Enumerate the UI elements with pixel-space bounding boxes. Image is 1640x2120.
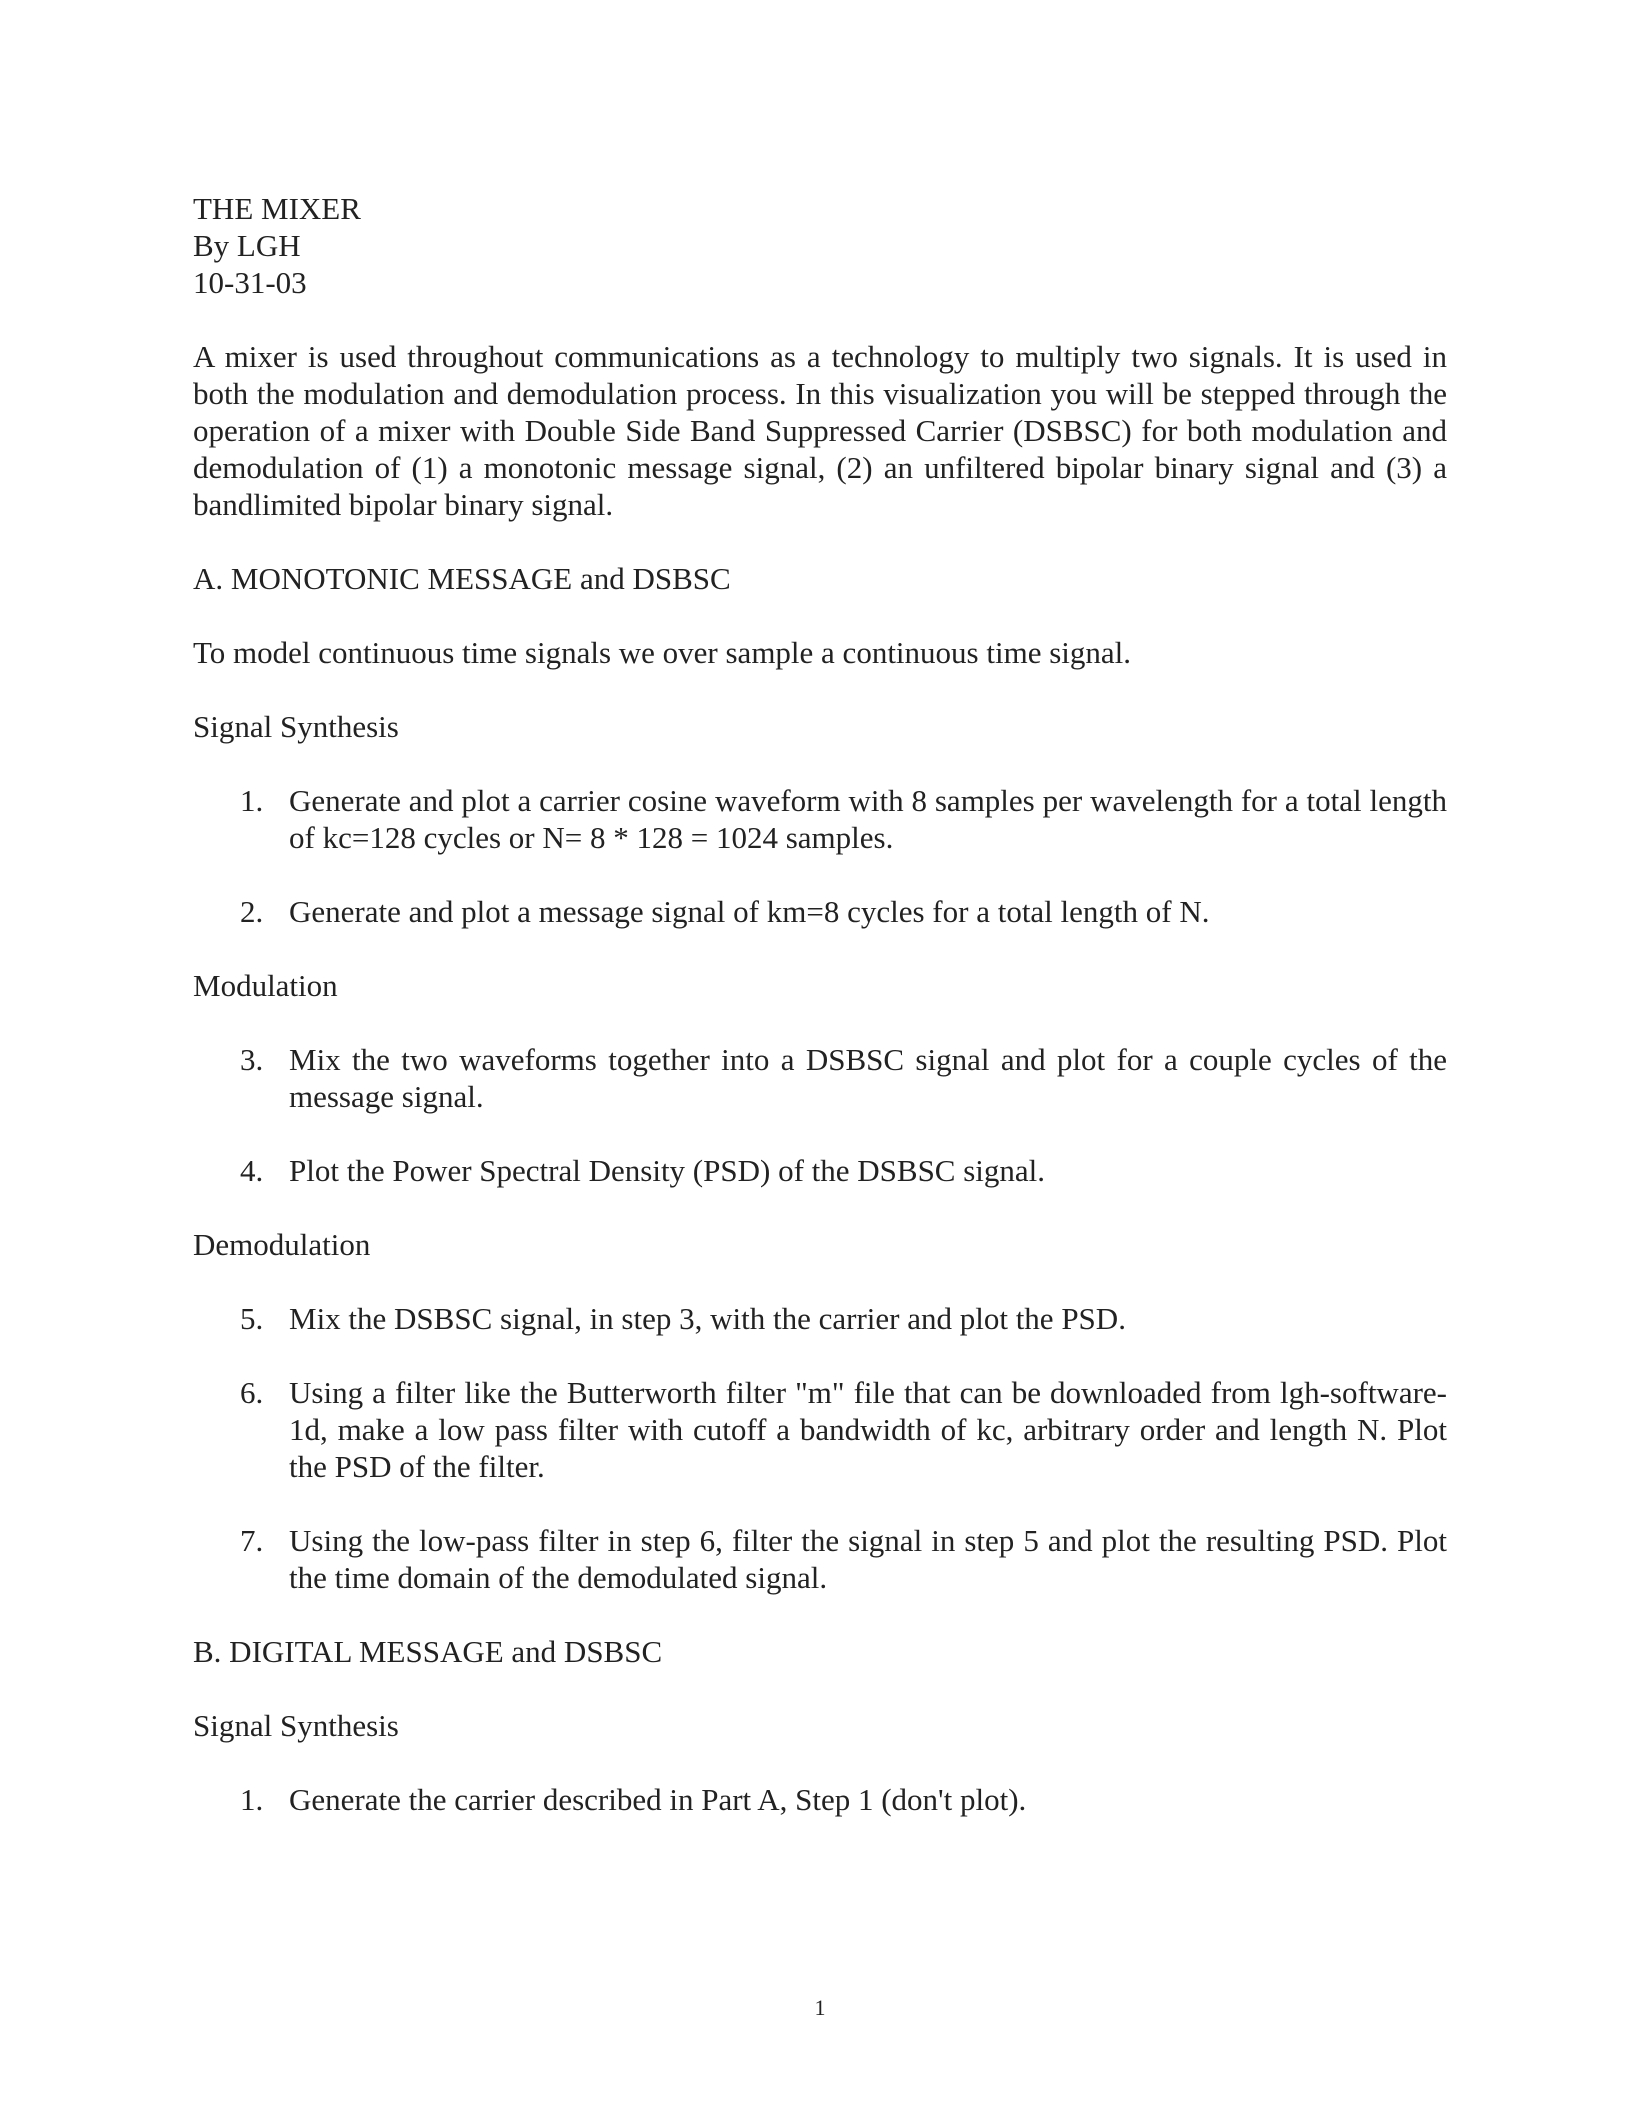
list-item-number: 3.	[240, 1042, 264, 1077]
list-item-text: Using a filter like the Butterworth filter "m" file that can be downloaded from lgh-software-1d, make a low pass filter with cutoff a bandwidth of kc, arbitrary order and length N. Plot the PSD of the filter.	[289, 1375, 1447, 1484]
list-item-text: Generate and plot a carrier cosine waveform with 8 samples per wavelength for a total length of kc=128 cycles or N= 8 * 128 = 1024 samples.	[289, 783, 1447, 855]
document-header	[193, 190, 1447, 301]
list-item-number: 1.	[240, 1782, 264, 1817]
list-item	[193, 1041, 1447, 1115]
list-item-number: 6.	[240, 1375, 264, 1410]
list-item	[193, 1300, 1447, 1337]
list-item-number: 5.	[240, 1301, 264, 1336]
list-item-text: Using the low-pass filter in step 6, filter the signal in step 5 and plot the resulting PSD. Plot the time domain of the demodulated signal.	[289, 1523, 1447, 1595]
section-b-title: B. DIGITAL MESSAGE and DSBSC	[193, 1634, 663, 1669]
section-a-intro: To model continuous time signals we over sample a continuous time signal.	[193, 635, 1132, 670]
section-a-title: A. MONOTONIC MESSAGE and DSBSC	[193, 561, 731, 596]
list-item-text: Generate the carrier described in Part A, Step 1 (don't plot).	[289, 1782, 1027, 1817]
section-a-synthesis-heading: Signal Synthesis	[193, 709, 399, 744]
demodulation-heading: Demodulation	[193, 1227, 371, 1262]
list-item	[193, 1152, 1447, 1189]
page-number: 1	[814, 1995, 826, 2020]
section-a-synthesis-list	[193, 782, 1447, 930]
list-item-number: 7.	[240, 1523, 264, 1558]
demodulation-list	[193, 1300, 1447, 1596]
list-item	[193, 1374, 1447, 1485]
document-author: By LGH	[193, 228, 301, 263]
list-item-text: Mix the DSBSC signal, in step 3, with the carrier and plot the PSD.	[289, 1301, 1126, 1336]
intro-paragraph: A mixer is used throughout communications as a technology to multiply two signals. It is used in both the modulation and demodulation process. In this visualization you will be stepped through the operation of a mixer with Double Side Band Suppressed Carrier (DSBSC) for both modulation and demodulation of (1) a monotonic message signal, (2) an unfiltered bipolar binary signal and (3) a bandlimited bipolar binary signal.	[193, 339, 1447, 522]
document-date: 10-31-03	[193, 265, 307, 300]
list-item	[193, 782, 1447, 856]
list-item	[193, 1781, 1447, 1818]
list-item-text: Plot the Power Spectral Density (PSD) of the DSBSC signal.	[289, 1153, 1046, 1188]
list-item-text: Generate and plot a message signal of km=8 cycles for a total length of N.	[289, 894, 1210, 929]
modulation-list	[193, 1041, 1447, 1189]
section-b-synthesis-list	[193, 1781, 1447, 1818]
list-item	[193, 893, 1447, 930]
modulation-heading: Modulation	[193, 968, 338, 1003]
list-item	[193, 1522, 1447, 1596]
list-item-number: 4.	[240, 1153, 264, 1188]
document-title: THE MIXER	[193, 191, 361, 226]
list-item-text: Mix the two waveforms together into a DSBSC signal and plot for a couple cycles of the message signal.	[289, 1042, 1447, 1114]
section-b-synthesis-heading: Signal Synthesis	[193, 1708, 399, 1743]
list-item-number: 2.	[240, 894, 264, 929]
document-page	[193, 190, 1447, 1818]
list-item-number: 1.	[240, 783, 264, 818]
